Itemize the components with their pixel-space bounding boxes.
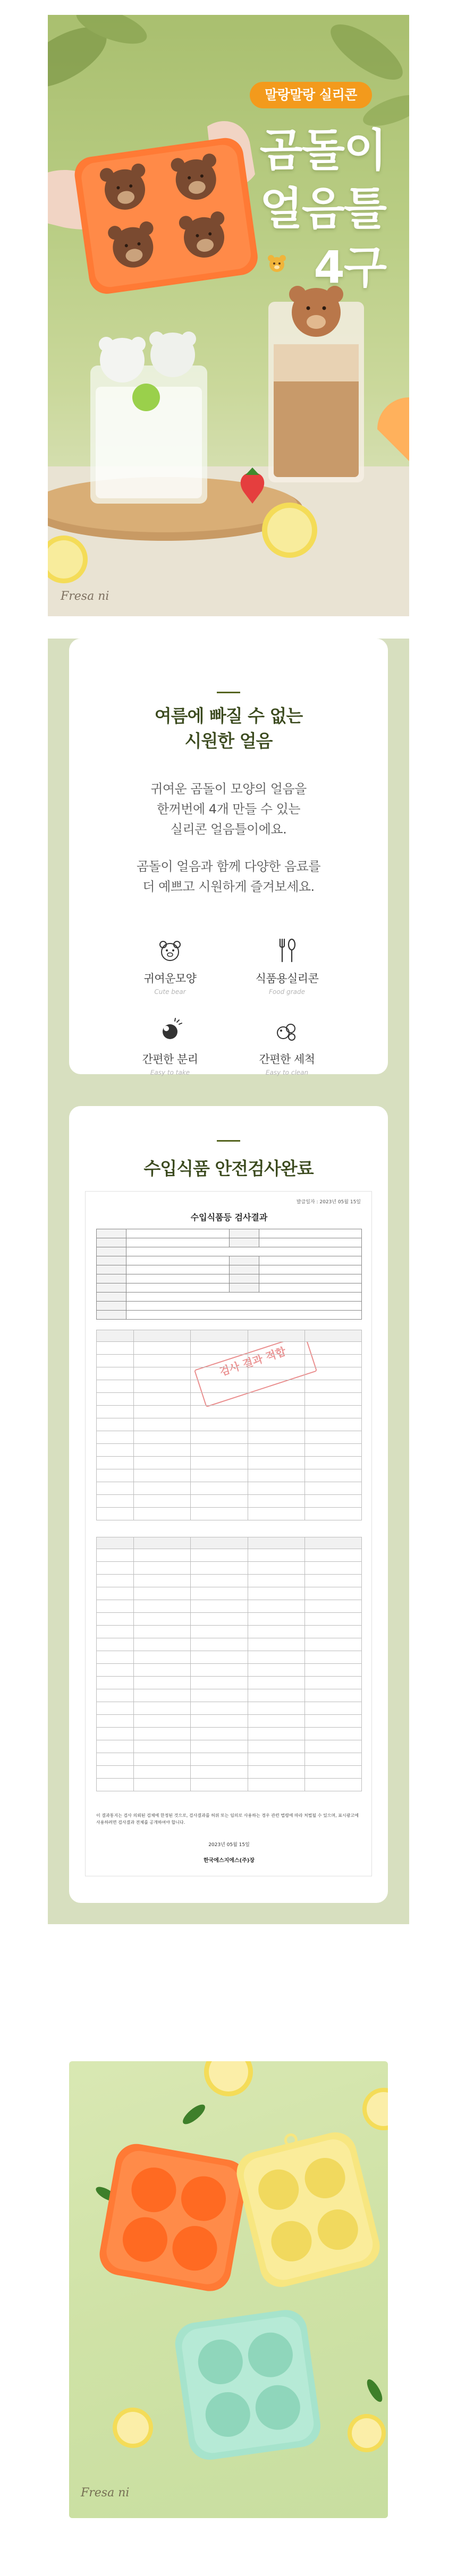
certificate-title: 수입식품등 검사결과 [190,1212,268,1222]
certificate-issue-date: 발급일자 : 2023년 05월 15일 [296,1200,361,1205]
feature-easy-release [117,1017,223,1076]
utensils-icon [273,936,301,965]
feature-cute-bear [117,936,223,996]
bear-icon [266,252,288,274]
features-description-2 [48,856,409,897]
desc1-line3: 실리콘 얼음틀이에요. [170,822,287,837]
material-badge: 말랑말랑 실리콘 [250,82,372,108]
feature-label: 간편한 세척 [259,1053,315,1066]
inspection-title: 수입식품 안전검사완료 [143,1158,314,1179]
feature-easy-clean [234,1017,340,1076]
product-photo-section [69,2061,388,2518]
results-table-1 [96,1330,362,1520]
inspection-card [69,1106,388,1903]
brand-signature: Fresa ni [81,2486,130,2500]
feature-label: 귀여운모양 [143,972,197,985]
features-title [48,703,409,753]
features-description-1 [48,779,409,839]
feature-label: 간편한 분리 [142,1053,198,1066]
feature-sublabel: Easy to clean [265,1069,309,1076]
desc2-line2: 더 예쁘고 시원하게 즐겨보세요. [142,879,315,894]
features-section [48,639,409,1106]
features-title-line1: 여름에 빠질 수 없는 [154,705,303,726]
ice-cube-icon [156,1017,184,1045]
feature-sublabel: Food grade [269,988,305,996]
soap-bubble-icon [273,1017,301,1045]
product-photo-illustration [69,2061,388,2518]
desc2-line1: 곰돌이 얼음과 함께 다양한 음료를 [136,859,321,874]
features-title-line2: 시원한 얼음 [184,730,273,751]
results-table-2 [96,1537,362,1791]
pass-stamp: 검사 결과 적합 [194,1334,317,1407]
hero-title-line1: 곰돌이 [259,124,386,176]
section-divider [217,692,240,693]
feature-sublabel: Cute bear [154,988,186,996]
certificate-issuer: 한국에스지에스(주)장 [203,1858,255,1864]
bear-icon [156,936,184,965]
brand-signature: Fresa ni [61,590,109,603]
desc1-line2: 한꺼번에 4개 만들 수 있는 [156,802,301,817]
feature-sublabel: Easy to take [150,1069,190,1076]
feature-food-grade [234,936,340,996]
hero-section [48,15,409,616]
desc1-line1: 귀여운 곰돌이 모양의 얼음을 [150,781,307,796]
hero-title-line2: 얼음틀 [259,183,386,235]
inspection-certificate [85,1191,372,1876]
feature-label: 식품용실리콘 [255,972,319,985]
product-detail-page [48,0,409,2576]
certificate-note: 이 결과통지는 검사 의뢰된 검체에 한정된 것으로, 검사결과를 허위 또는 임의로 사용하는 경우 관련 법령에 따라 처벌될 수 있으며, 표시광고에 사용하려면 검사결과 전체를 공개하여야 합니다. [96,1813,359,1825]
inspection-section [48,1106,409,1924]
section-divider [217,1140,240,1142]
certificate-info-table [96,1229,362,1320]
hero-title-line3: 4구 [314,241,386,293]
certificate-date: 2023년 05월 15일 [208,1842,250,1848]
